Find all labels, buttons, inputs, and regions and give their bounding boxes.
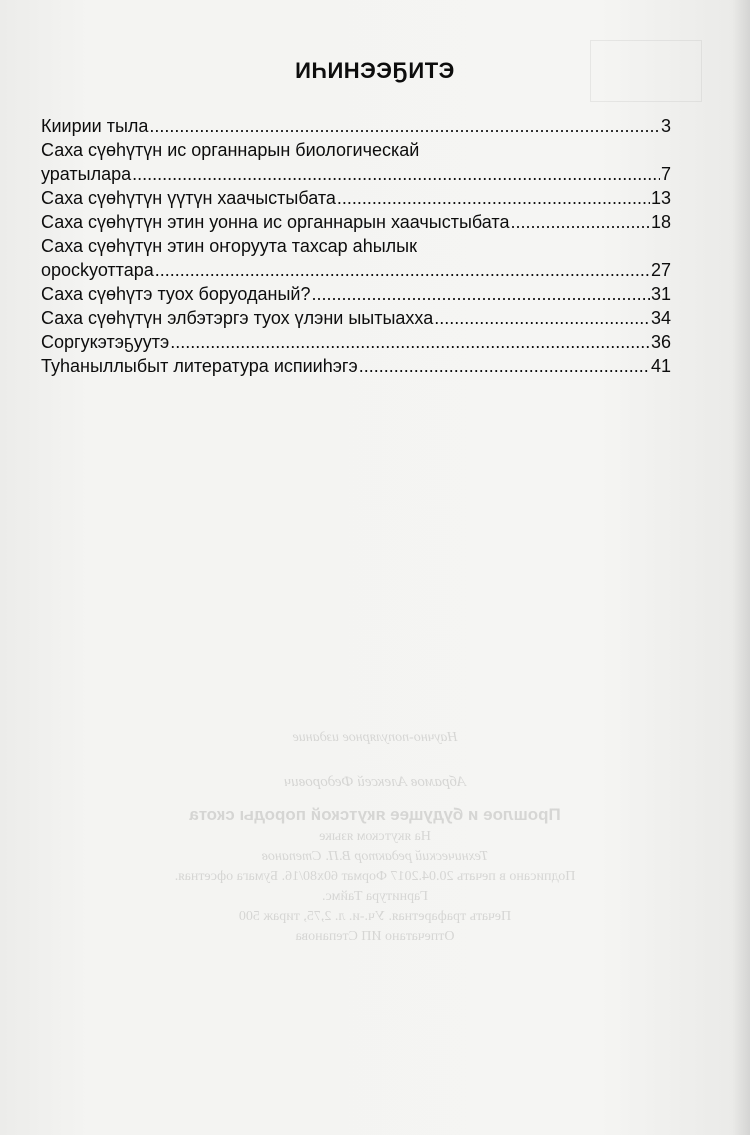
toc-entry[interactable] bbox=[41, 354, 671, 378]
imprint-typeface: Гарнитура Таймс. bbox=[321, 889, 429, 904]
imprint-print-details: Подписано в печать 20.04.2017 Формат 60х80/16. Бумага офсетная. bbox=[174, 869, 576, 884]
toc-leader-dots bbox=[132, 162, 660, 186]
toc-entry-title: уратылара bbox=[41, 164, 132, 184]
toc-leader-dots bbox=[312, 282, 650, 306]
toc-entry-page: 36 bbox=[650, 332, 671, 352]
toc-leader-dots bbox=[359, 354, 650, 378]
toc-entry-title: Саха сүөһүтүн үүтүн хаачыстыбата bbox=[41, 188, 336, 208]
imprint-editor: Технический редактор В.П. Степанов bbox=[261, 849, 489, 864]
toc-entry-title: Туһаныллыбыт литература испииһэгэ bbox=[41, 356, 358, 376]
page-title: ИҺИНЭЭҔИТЭ bbox=[295, 58, 455, 83]
toc-leader-dots bbox=[337, 186, 650, 210]
toc-entry-page: 18 bbox=[650, 212, 671, 232]
toc-leader-dots bbox=[510, 210, 650, 234]
toc-entry-title: Киирии тыла bbox=[41, 116, 149, 136]
toc-entry-page: 41 bbox=[650, 356, 671, 376]
toc-entry-title-line1[interactable]: Саха сүөһүтүн этин оҥоруута тахсар аһылык bbox=[41, 236, 417, 256]
toc-entry-title: Саха сүөһүтүн этин уонна ис органнарын хаачыстыбата bbox=[41, 212, 510, 232]
toc-leader-dots bbox=[149, 114, 660, 138]
toc-entry-title: Саха сүөһүтүн элбэтэргэ туох үлэни ыытыахха bbox=[41, 308, 434, 328]
toc-leader-dots bbox=[434, 306, 650, 330]
toc-entry[interactable] bbox=[41, 210, 671, 234]
toc-entry-page: 27 bbox=[650, 260, 671, 280]
imprint-book-title: Прошлое и будущее якутской породы скота bbox=[189, 805, 561, 824]
imprint-print-run: Печать трафаретная. Уч.-и. л. 2,75, тираж 500 bbox=[238, 909, 512, 924]
imprint-printer: Отпечатано ИП Степанова bbox=[295, 929, 455, 944]
page-edge-shadow bbox=[732, 0, 750, 1135]
toc-leader-dots bbox=[170, 330, 650, 354]
toc-entry-title: Соргукэтэҕуутэ bbox=[41, 332, 170, 352]
toc-entry[interactable] bbox=[41, 114, 671, 138]
imprint-edition-type: Научно-популярное издание bbox=[292, 730, 458, 745]
toc-entry-page: 13 bbox=[650, 188, 671, 208]
toc-entry[interactable] bbox=[41, 186, 671, 210]
toc-entry[interactable] bbox=[41, 162, 671, 186]
toc-entry-page: 34 bbox=[650, 308, 671, 328]
bleed-through-imprint bbox=[0, 730, 750, 949]
imprint-author: Абрамов Алексей Федорович bbox=[284, 774, 466, 790]
toc-entry[interactable] bbox=[41, 258, 671, 282]
toc-entry[interactable] bbox=[41, 282, 671, 306]
toc-entry-page: 31 bbox=[650, 284, 671, 304]
toc-entry-title: Саха сүөһүтэ туох боруоданый? bbox=[41, 284, 311, 304]
imprint-language: На якутском языке bbox=[319, 829, 431, 844]
toc-entry-page: 3 bbox=[660, 116, 671, 136]
toc-entry-page: 7 bbox=[660, 164, 671, 184]
toc-entry[interactable] bbox=[41, 306, 671, 330]
toc-entry-title-line1[interactable]: Саха сүөһүтүн ис органнарын биологическай bbox=[41, 140, 420, 160]
table-of-contents bbox=[41, 114, 671, 378]
toc-entry-title: оросkуоттара bbox=[41, 260, 154, 280]
toc-entry[interactable] bbox=[41, 330, 671, 354]
toc-leader-dots bbox=[155, 258, 650, 282]
